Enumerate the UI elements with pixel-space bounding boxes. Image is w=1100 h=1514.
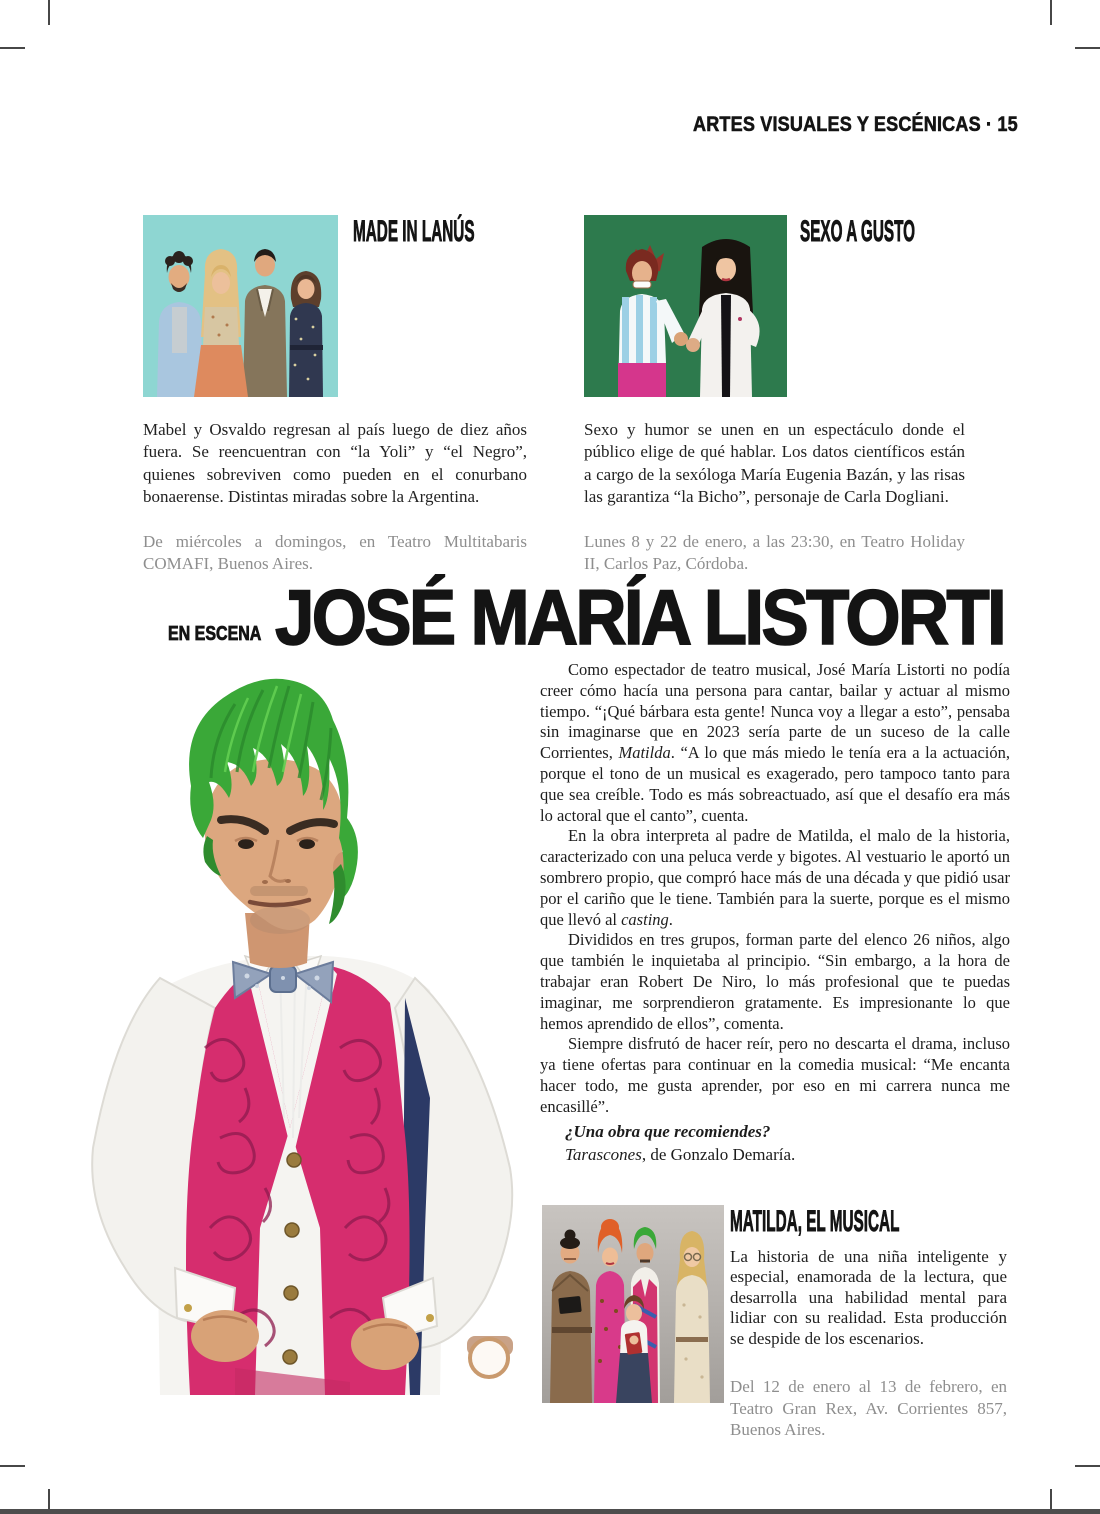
feature-kicker: EN ESCENA — [168, 623, 262, 645]
crop-mark-bottom-right-h — [1075, 1465, 1100, 1467]
qa-answer-text: , de Gonzalo Demaría. — [641, 1144, 796, 1164]
page-bottom-edge — [0, 1509, 1100, 1514]
made-in-lanus-photo — [143, 215, 338, 397]
italic-work-title: Tarascones — [565, 1144, 642, 1164]
paragraph-text: . “A lo que más miedo le tenía era a la actuación, porque el tono de un musical es exagerado, pero tampoco tanto para que sea creíble. Todo es más sobreactuado, así que el desafío era más lo actoral que el canto”, cuenta. — [540, 743, 1010, 825]
qa-question: ¿Una obra que recomiendes? — [565, 1122, 771, 1141]
qa-block — [565, 1121, 1010, 1166]
listing-title-matilda: MATILDA, EL MUSICAL — [730, 1205, 900, 1238]
matilda-photo — [542, 1205, 724, 1403]
article-paragraph-4: Siempre disfrutó de hacer reír, pero no descarta el drama, incluso ya tiene ofertas para continuar en la comedia musical: “Me encanta hacer todo, me gusta aprender, por eso en mi carrera nunca me encasillé”. — [540, 1034, 1010, 1116]
article-paragraph-2 — [540, 826, 1010, 930]
listing-schedule-sexo-a-gusto: Lunes 8 y 22 de enero, a las 23:30, en Teatro Holiday II, Carlos Paz, Córdoba. — [584, 532, 965, 574]
listorti-photo — [85, 668, 520, 1395]
crop-mark-top-right-h — [1075, 47, 1100, 49]
crop-mark-top-left-h — [0, 47, 25, 49]
listing-description-sexo-a-gusto: Sexo y humor se unen en un espectáculo donde el público elige de qué hablar. Los datos científicos están a cargo de la sexóloga María Eugenia Bazán, y las risas las garantiza “la Bicho”, personaje de Carla Dogliani. — [584, 420, 965, 506]
article-paragraph-3: Divididos en tres grupos, forman parte del elenco 26 niños, algo que también le inquietaba al principio. “Sin embargo, a la hora de trabajar eran Robert De Niro, lo más profesional que te puedas imaginar, me sorprendieron gratamente. Es impresionante lo que hemos aprendido de ellos”, comenta. — [540, 930, 1010, 1033]
crop-mark-bottom-left-h — [0, 1465, 25, 1467]
italic-work-title: Matilda — [618, 743, 671, 763]
feature-article — [540, 660, 1010, 1118]
listing-title-made-in-lanus: MADE IN LANÚS — [353, 215, 475, 248]
listing-title-sexo-a-gusto: SEXO A GUSTO — [800, 215, 916, 248]
woman-floral-dress — [289, 271, 323, 397]
listing-schedule-matilda: Del 12 de enero al 13 de febrero, en Teatro Gran Rex, Av. Corrientes 857, Buenos Aires. — [730, 1377, 1007, 1439]
italic-word: casting — [621, 909, 669, 929]
section-header: ARTES VISUALES Y ESCÉNICAS · 15 — [693, 113, 1018, 136]
paragraph-text: . — [668, 909, 673, 929]
crop-mark-top-right-v — [1050, 0, 1052, 25]
paragraph-text: En la obra interpreta al padre de Matilda, el malo de la historia, caracterizado con una peluca verde y bigotes. Al vestuario le aportó un sombrero propio, que compró hace más de una década y que pidió usar por el cariño que le tiene. También para la suerte, porque es el mismo que llevó al — [540, 826, 1010, 929]
listing-description-matilda: La historia de una niña inteligente y especial, enamorada de la lectura, que desarrolla una habilidad mental para lidiar con su realidad. Esta producción se despide de los escenarios. — [730, 1247, 1007, 1348]
feature-title: JOSÉ MARÍA LISTORTI — [275, 573, 1004, 661]
qa-answer — [565, 1144, 1010, 1167]
paragraph-text: Como espectador de teatro musical, José María Listorti no podía creer cómo hacía una persona para cantar, bailar y actuar al mismo tiempo. “¡Qué bárbara esta gente! Nunca voy a llegar a esto”, pensaba sin imaginarse que en 2023 sería parte de un suceso de la calle Corrientes, — [540, 660, 1010, 763]
crop-mark-top-left-v — [48, 0, 50, 25]
listing-description-made-in-lanus: Mabel y Osvaldo regresan al país luego de diez años fuera. Se reencuentran con “la Yoli” y “el Negro”, quienes sobreviven como pueden en el conurbano bonaerense. Distintas miradas sobre la Argentina. — [143, 420, 527, 506]
sexo-a-gusto-photo — [584, 215, 787, 397]
article-paragraph-1 — [540, 660, 1010, 826]
listing-schedule-made-in-lanus: De miércoles a domingos, en Teatro Multitabaris COMAFI, Buenos Aires. — [143, 532, 527, 574]
